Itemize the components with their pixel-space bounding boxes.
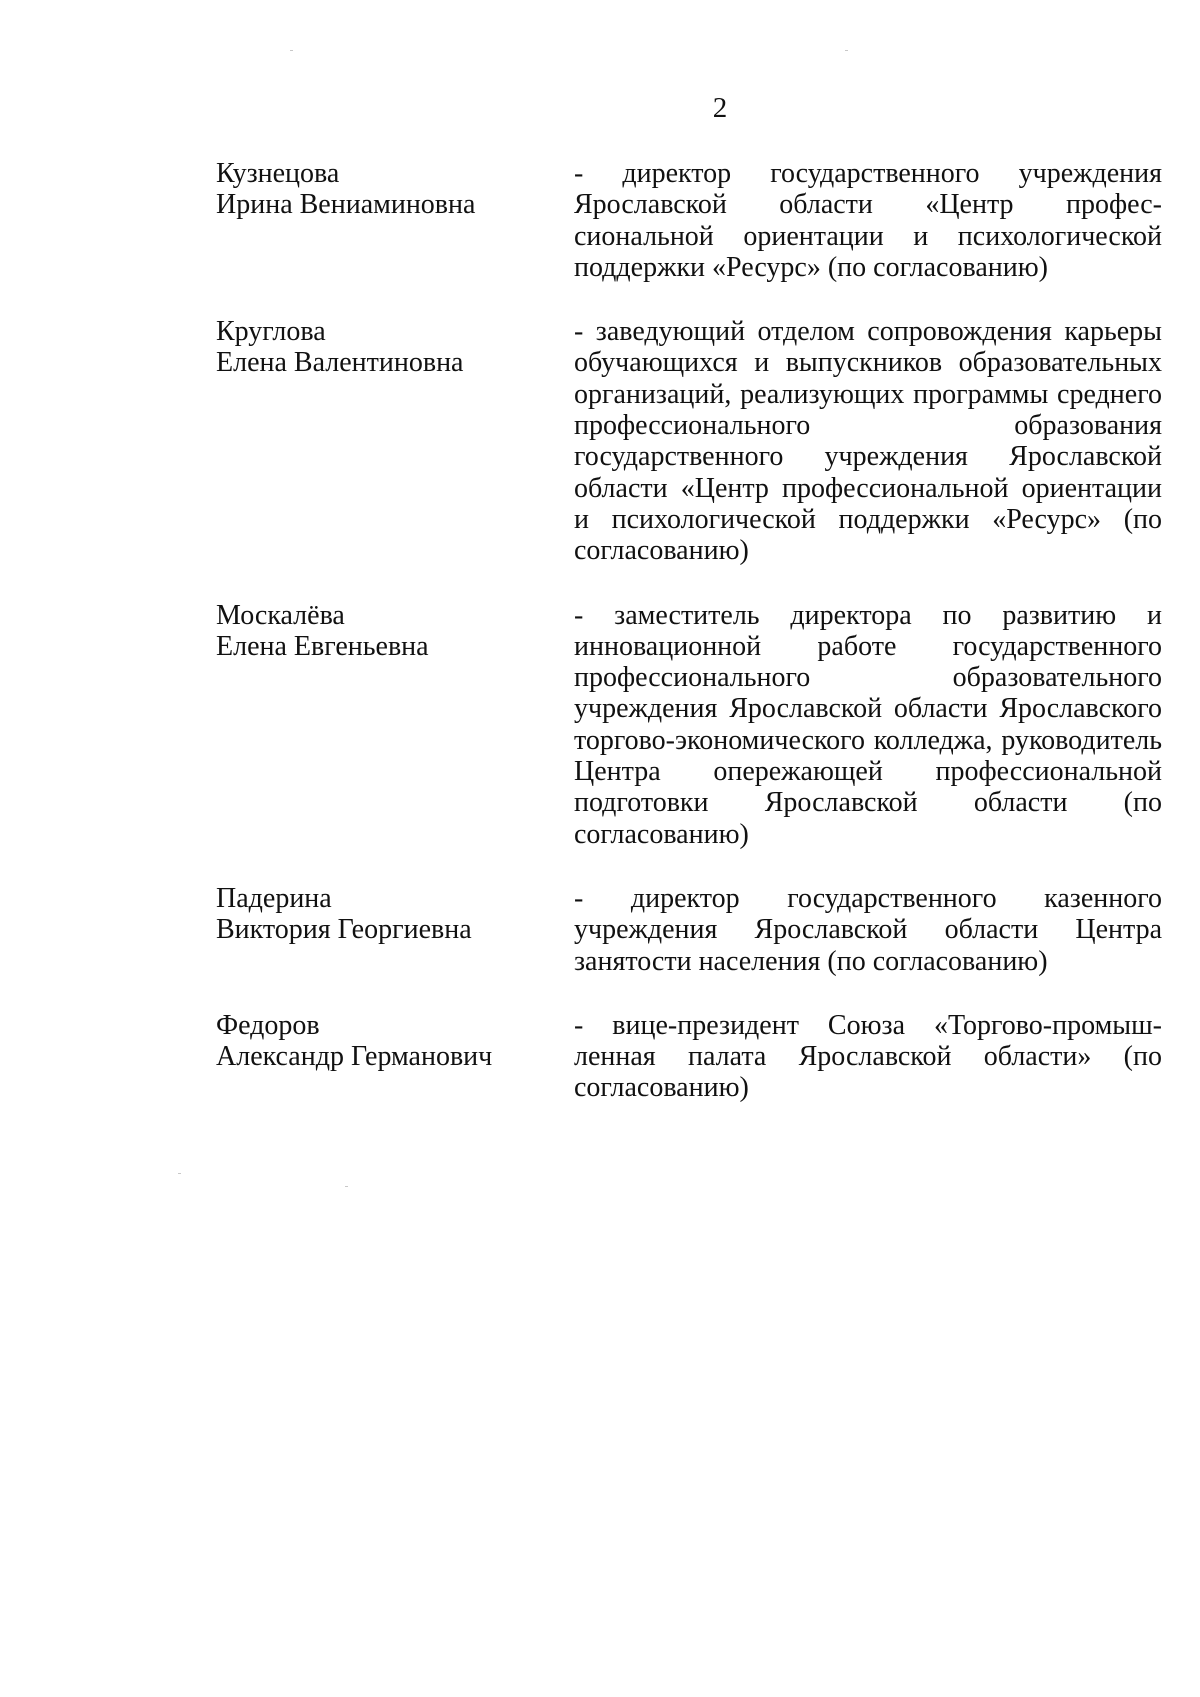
member-name bbox=[216, 316, 574, 378]
member-surname: Кузнецова bbox=[216, 158, 340, 189]
member-given-names: Александр Германович bbox=[216, 1040, 493, 1072]
member-role: - директор государственного казенного учреждения Ярославской области Центра занятости населения (по согласованию) bbox=[574, 882, 1162, 977]
member-name bbox=[216, 1010, 574, 1072]
member-given-names: Елена Валентиновна bbox=[216, 347, 464, 379]
member-role: - заместитель директора по развитию и инновационной работе государственного профессионального образовательного учреждения Ярославской области Ярославского торгово-экономического колледжа, руководитель Центра опережающей профессиональной подготовки Ярославской области (по согласованию) bbox=[574, 599, 1162, 850]
member-name bbox=[216, 600, 574, 662]
member-surname: Падерина bbox=[216, 882, 332, 914]
member-entry-moskaleva bbox=[216, 600, 1162, 850]
member-entry-kuznetsova bbox=[216, 158, 1162, 283]
member-name bbox=[216, 158, 574, 220]
members-list bbox=[216, 158, 1162, 1104]
scan-speck bbox=[345, 1186, 348, 1187]
member-given-names: Виктория Георгиевна bbox=[216, 913, 472, 945]
member-surname: Москалёва bbox=[216, 599, 345, 631]
member-entry-kruglova bbox=[216, 316, 1162, 566]
scan-speck bbox=[178, 1173, 181, 1174]
scan-speck bbox=[290, 50, 293, 51]
member-role: - вице-президент Союза «Торгово-промыш-ленная палата Ярославской области» (по согласованию) bbox=[574, 1009, 1162, 1104]
member-role: - заведующий отделом сопровождения карьеры обучающихся и выпускников образовательных организаций, реализующих программы среднего профессионального образования государственного учреждения Ярославской области «Центр профессиональной ориентации и психологической поддержки «Ресурс» (по согласованию) bbox=[574, 316, 1162, 567]
member-role: - директор государственного учреждения Ярославской области «Центр профес-сиональной ориентации и психологической поддержки «Ресурс» (по согласованию) bbox=[574, 158, 1162, 283]
member-surname: Круглова bbox=[216, 316, 326, 348]
page-number: 2 bbox=[712, 92, 728, 124]
member-given-names: Ирина Вениаминовна bbox=[216, 189, 476, 220]
member-surname: Федоров bbox=[216, 1009, 320, 1041]
member-entry-paderina bbox=[216, 883, 1162, 977]
member-name bbox=[216, 883, 574, 945]
member-given-names: Елена Евгеньевна bbox=[216, 630, 429, 662]
member-entry-fedorov bbox=[216, 1010, 1162, 1104]
scan-speck bbox=[845, 50, 848, 51]
